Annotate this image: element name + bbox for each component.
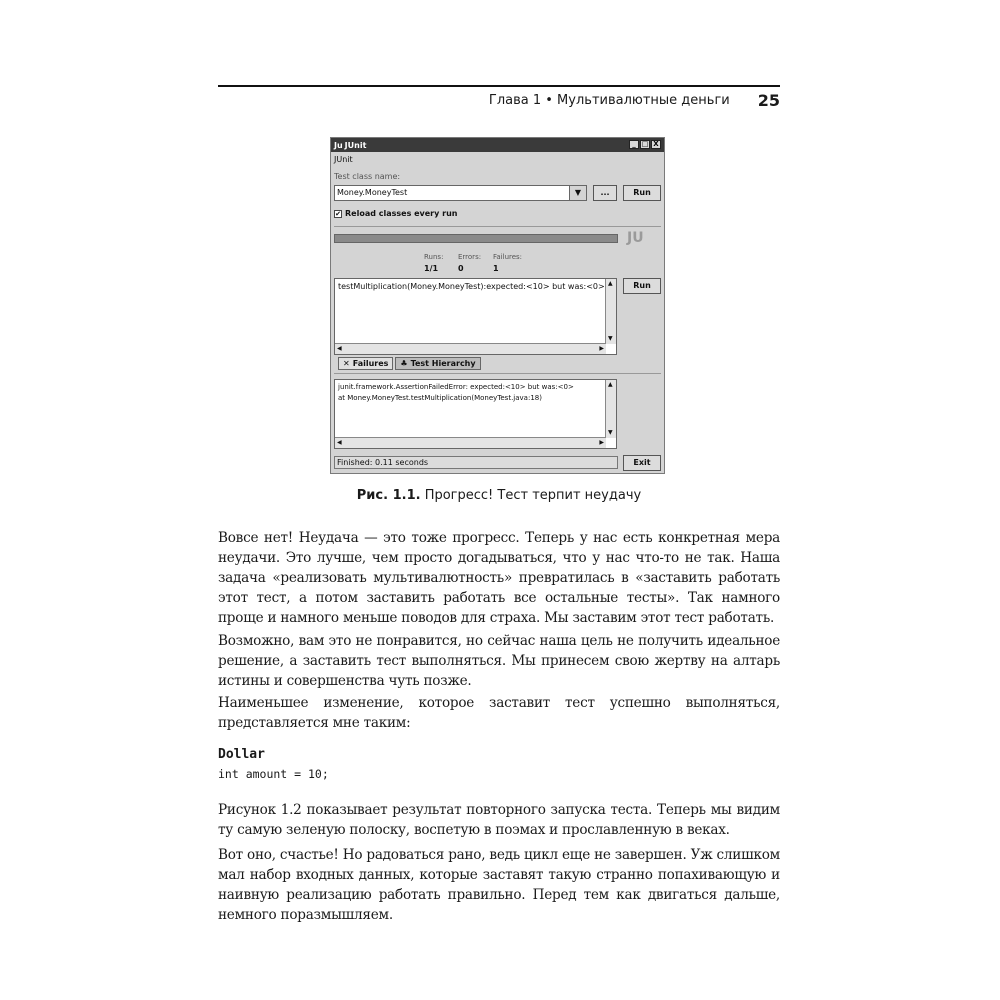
scroll-down-icon[interactable]: ▼ — [608, 335, 613, 342]
horizontal-scrollbar[interactable] — [335, 343, 606, 354]
scroll-right-icon[interactable]: ▶ — [599, 345, 604, 352]
reload-label: Reload classes every run — [345, 209, 458, 218]
result-tabs — [338, 357, 481, 370]
stat-errors — [458, 253, 481, 273]
divider — [334, 226, 661, 227]
caption-text: Прогресс! Тест терпит неудачу — [424, 488, 642, 503]
running-header — [218, 90, 780, 110]
browse-button[interactable]: ... — [593, 185, 617, 201]
paragraph: Наименьшее изменение, которое заставит тест успешно выполняться, представляется мне таким: — [218, 695, 780, 731]
junit-brand-logo: JU — [627, 230, 644, 246]
progress-fill — [335, 235, 617, 242]
tab-failures[interactable] — [338, 357, 393, 370]
run-button[interactable]: Run — [623, 185, 661, 201]
tab-test-hierarchy[interactable] — [395, 357, 480, 370]
scroll-up-icon[interactable]: ▲ — [608, 381, 613, 388]
scroll-down-icon[interactable]: ▼ — [608, 429, 613, 436]
list-item[interactable]: testMultiplication(Money.MoneyTest):expected:<10> but was:<0> — [338, 282, 605, 291]
maximize-icon[interactable]: □ — [641, 140, 649, 148]
page-number: 25 — [757, 90, 780, 110]
scroll-right-icon[interactable]: ▶ — [599, 439, 604, 446]
chapter-title: Глава 1 • Мультивалютные деньги — [488, 92, 730, 108]
tab-label: Test Hierarchy — [410, 359, 476, 368]
scroll-left-icon[interactable]: ◀ — [337, 439, 342, 446]
scroll-up-icon[interactable]: ▲ — [608, 280, 613, 287]
close-icon[interactable]: X — [651, 140, 661, 149]
stat-runs — [424, 253, 443, 273]
vertical-scrollbar[interactable] — [605, 380, 616, 438]
stat-label: Errors: — [458, 253, 482, 261]
junit-window-figure — [330, 137, 665, 474]
test-class-combo[interactable]: Money.MoneyTest — [334, 185, 587, 201]
x-icon: ✕ — [343, 359, 350, 368]
divider — [334, 373, 661, 374]
horizontal-scrollbar[interactable] — [335, 437, 606, 448]
window-titlebar — [331, 138, 664, 152]
junit-logo-icon: Ju — [334, 140, 343, 150]
paragraph: Вот оно, счастье! Но радоваться рано, ведь цикл еще не завершен. Уж слишком мал набор входных данных, которые заставят такую странно попахивающую и наивную реализацию работать правильно. Перед тем как двигаться дальше, немного поразмышляем. — [218, 847, 780, 923]
stat-label: Failures: — [493, 253, 523, 261]
code-line: int amount = 10; — [218, 767, 329, 781]
minimize-icon[interactable]: _ — [629, 140, 639, 149]
failures-list[interactable] — [334, 278, 617, 355]
vertical-scrollbar[interactable] — [605, 279, 616, 344]
paragraph: Рисунок 1.2 показывает результат повторного запуска теста. Теперь мы видим ту самую зеленую полоску, воспетую в поэмах и прославленную в веках. — [218, 802, 780, 838]
stat-label: Runs: — [424, 253, 444, 261]
stat-failures — [493, 253, 522, 273]
trace-line: junit.framework.AssertionFailedError: expected:<10> but was:<0> — [338, 383, 574, 391]
caption-number: Рис. 1.1. — [356, 488, 421, 503]
header-rule — [218, 85, 780, 87]
hierarchy-icon: ♣ — [400, 359, 408, 368]
exit-button[interactable]: Exit — [623, 455, 661, 471]
tab-label: Failures — [352, 359, 389, 368]
stat-value: 1 — [493, 264, 499, 273]
code-class-name: Dollar — [218, 747, 265, 762]
stack-trace-pane[interactable] — [334, 379, 617, 449]
chevron-down-icon[interactable]: ▼ — [569, 185, 587, 201]
reload-checkbox[interactable]: ✔ — [335, 209, 341, 218]
trace-line: at Money.MoneyTest.testMultiplication(MoneyTest.java:18) — [338, 394, 542, 402]
stat-value: 1/1 — [424, 264, 439, 273]
test-class-label: Test class name: — [334, 172, 401, 181]
window-title: JUnit — [344, 140, 367, 150]
figure-caption — [218, 488, 780, 503]
menu-junit[interactable]: JUnit — [334, 155, 353, 164]
reload-checkbox-row[interactable] — [334, 209, 457, 218]
paragraph: Возможно, вам это не понравится, но сейчас наша цель не получить идеальное решение, а заставить тест выполняться. Мы принесем свою жертву на алтарь истины и совершенства чуть позже. — [218, 633, 780, 689]
stat-value: 0 — [458, 264, 464, 273]
scroll-left-icon[interactable]: ◀ — [337, 345, 342, 352]
status-bar: Finished: 0.11 seconds — [334, 456, 618, 469]
test-progress-bar — [334, 234, 618, 243]
rerun-button[interactable]: Run — [623, 278, 661, 294]
paragraph: Вовсе нет! Неудача — это тоже прогресс. Теперь у нас есть конкретная мера неудачи. Это лучше, чем просто догадываться, что у нас что-то не так. Наша задача «реализовать мультивалютность» превратилась в «заставить работать этот тест, а потом заставить работать все остальные тесты». Так намного проще и намного меньше поводов для страха. Мы заставим этот тест работать. — [218, 530, 780, 626]
